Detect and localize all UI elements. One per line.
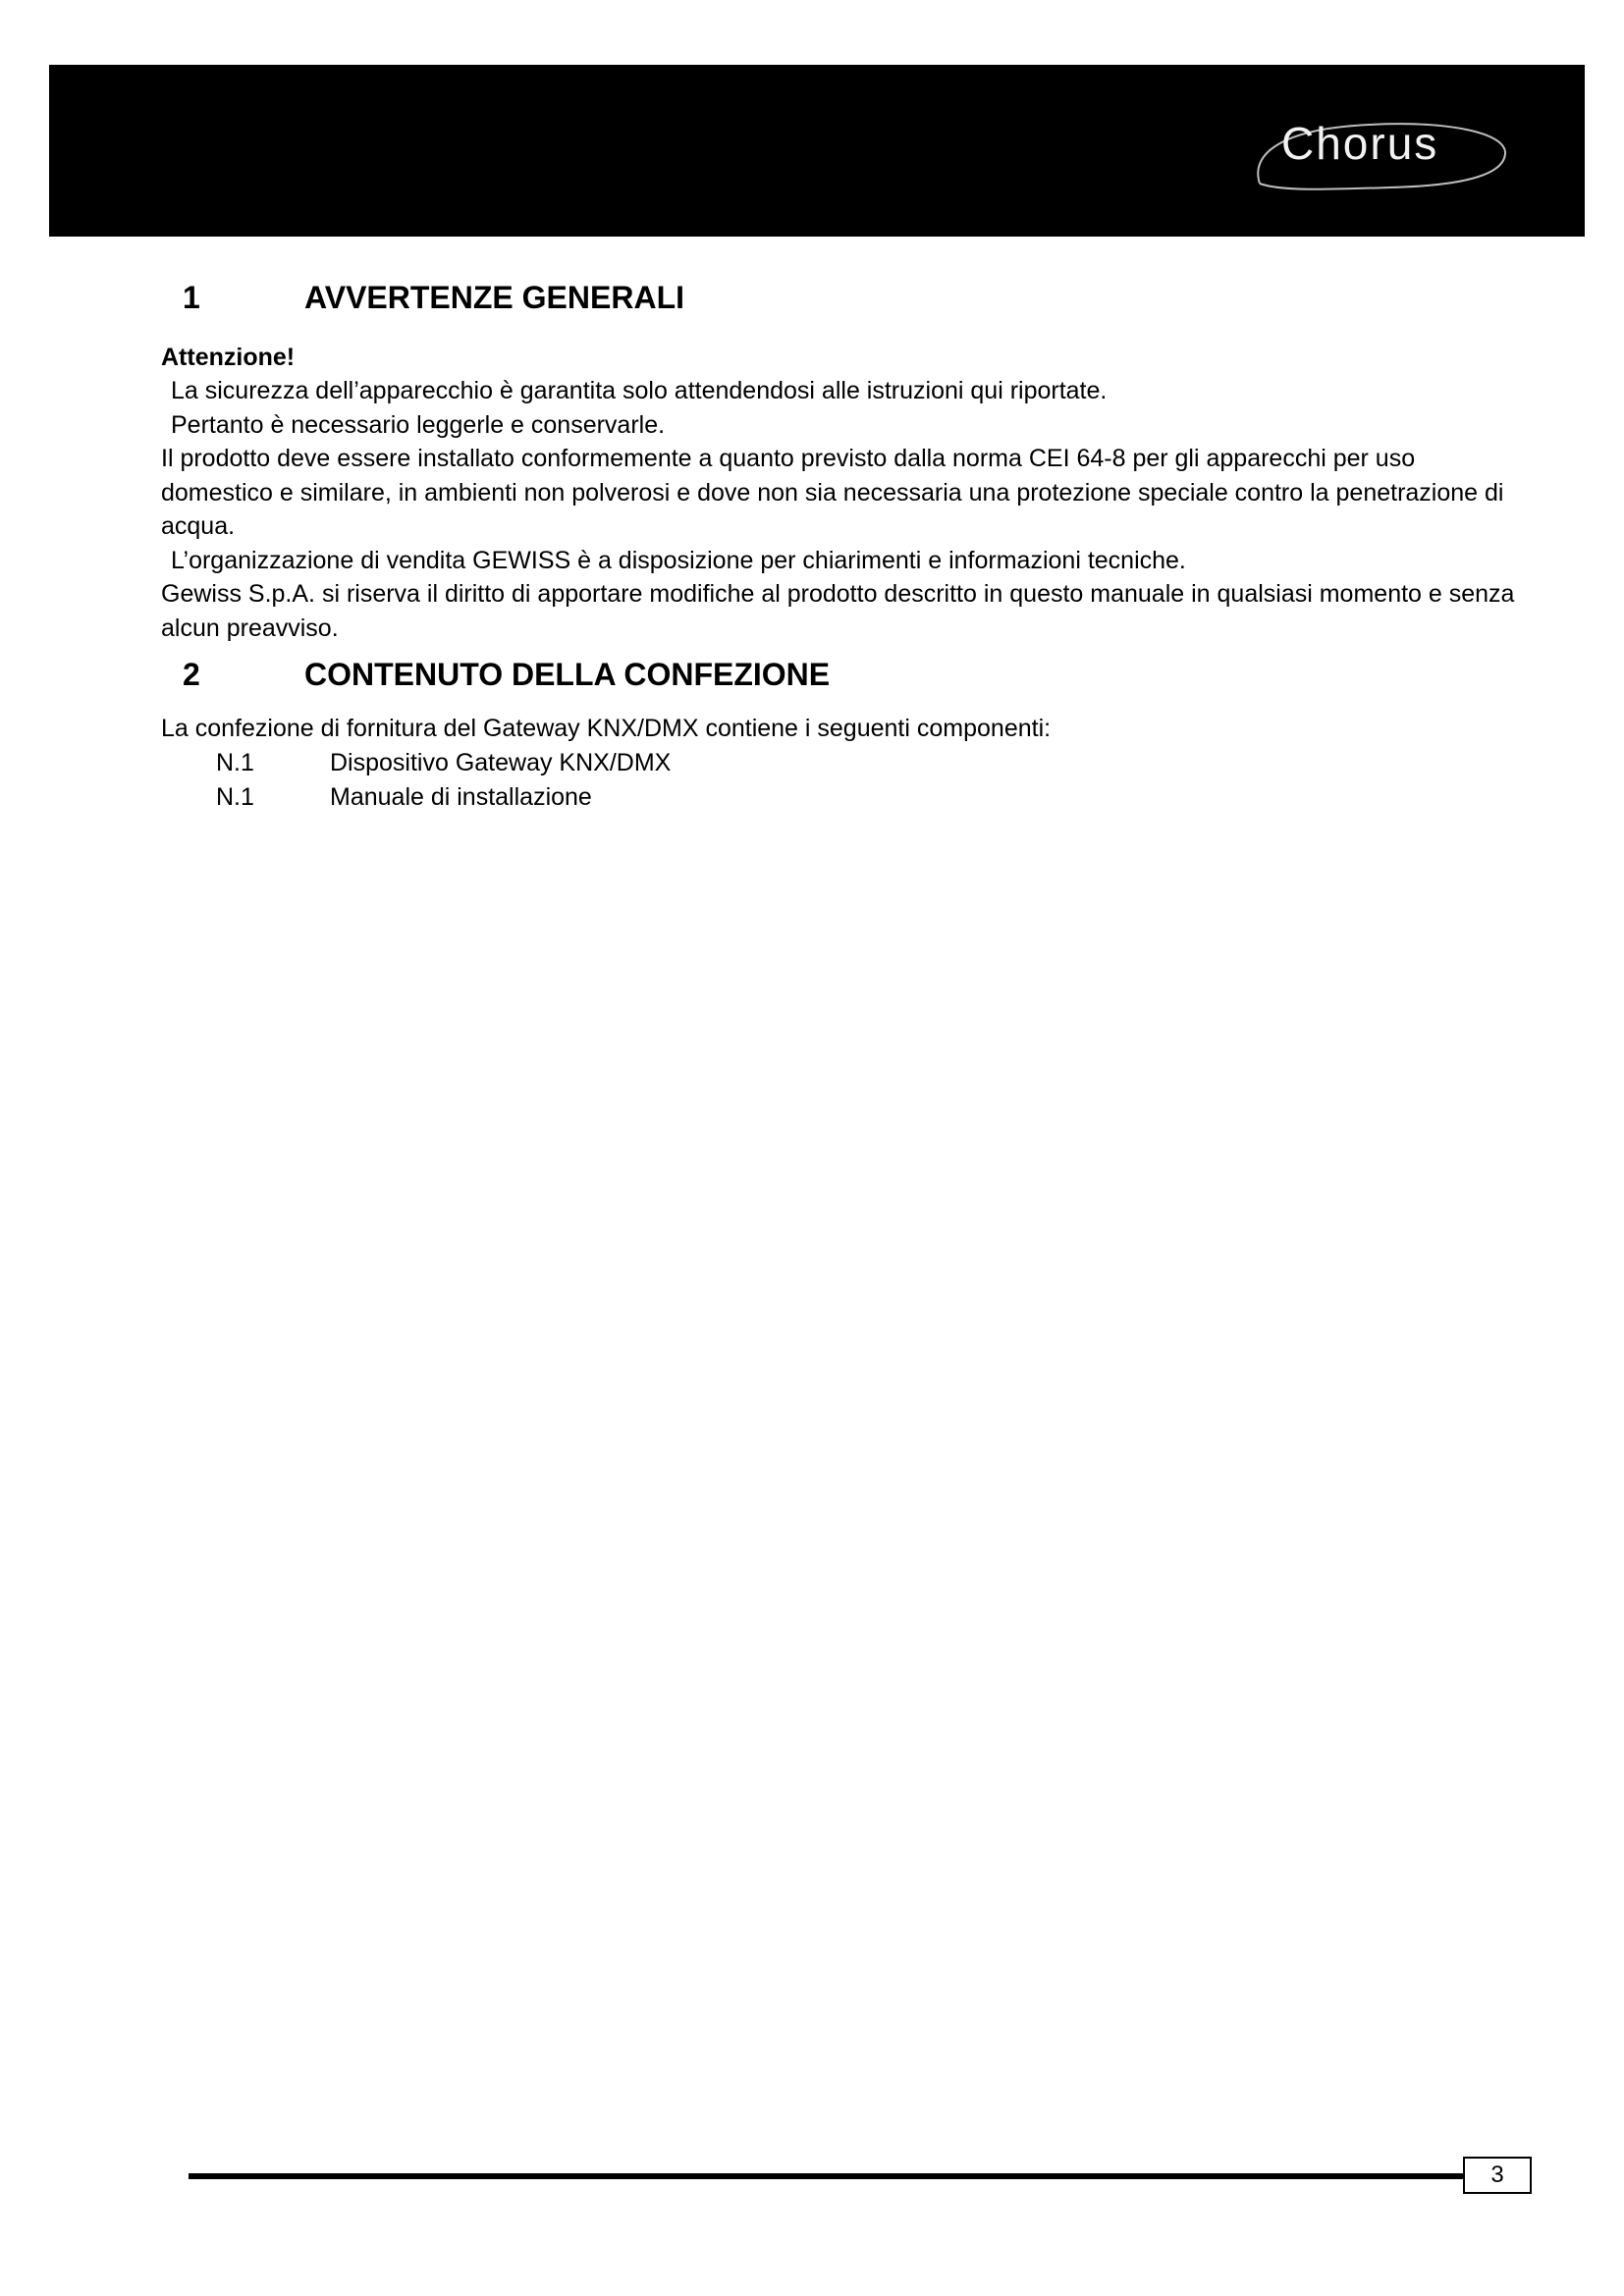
section-heading-1	[161, 278, 1516, 317]
chorus-logo	[1242, 115, 1517, 203]
item-quantity: N.1	[216, 748, 254, 776]
paragraph: Il prodotto deve essere installato conformemente a quanto previsto dalla norma CEI 64-8 per gli apparecchi per uso domestico e similare, in ambienti non polverosi e dove non sia necessaria una protezione speciale contro la penetrazione di acqua.	[161, 445, 1504, 540]
item-description: Dispositivo Gateway KNX/DMX	[330, 748, 672, 776]
item-description: Manuale di installazione	[330, 782, 592, 811]
paragraph: Gewiss S.p.A. si riserva il diritto di apportare modifiche al prodotto descritto in questo manuale in qualsiasi momento e senza alcun preavviso.	[161, 580, 1515, 642]
section-heading-2	[161, 655, 1516, 694]
section-title: AVVERTENZE GENERALI	[304, 280, 684, 315]
list-item	[161, 746, 1516, 780]
section-title: CONTENUTO DELLA CONFEZIONE	[304, 657, 831, 692]
paragraph: La confezione di fornitura del Gateway KNX/DMX contiene i seguenti componenti:	[161, 715, 1052, 742]
item-quantity: N.1	[216, 782, 254, 811]
warning-title: Attenzione!	[161, 344, 296, 371]
paragraph: L’organizzazione di vendita GEWISS è a disposizione per chiarimenti e informazioni tecniche.	[171, 546, 1186, 574]
section-number: 1	[183, 280, 200, 315]
section-number: 2	[183, 657, 200, 692]
list-item	[161, 780, 1516, 815]
logo-text: Chorus	[1281, 118, 1439, 169]
footer-rule	[189, 2173, 1465, 2179]
page-content	[161, 270, 1516, 815]
paragraph: Pertanto è necessario leggerle e conservarle.	[171, 410, 666, 439]
page-number: 3	[1463, 2157, 1532, 2194]
contents-list	[161, 746, 1516, 815]
paragraph: La sicurezza dell’apparecchio è garantita solo attendendosi alle istruzioni qui riportate.	[171, 377, 1108, 404]
